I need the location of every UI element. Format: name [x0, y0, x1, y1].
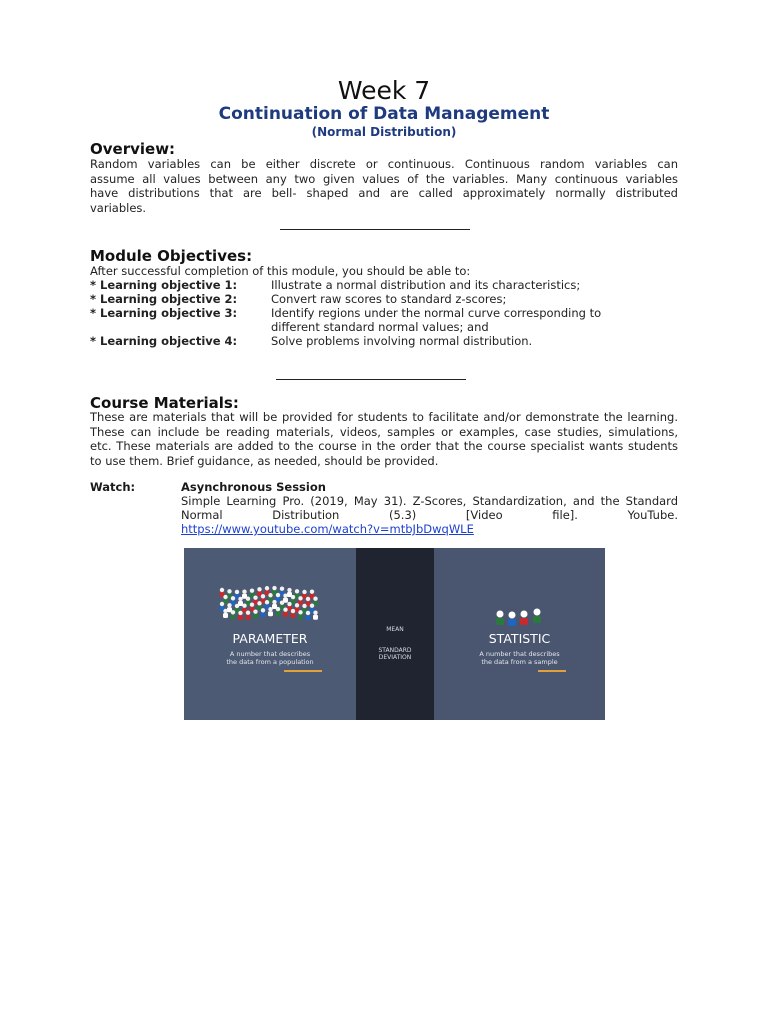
- sd-label-line: STANDARD: [378, 647, 412, 654]
- objective-label: * Learning objective 1:: [90, 278, 238, 292]
- citation-line: Normal Distribution (5.3) [Video file]. YouTube.: [181, 508, 678, 522]
- objectives-intro: After successful completion of this module, you should be able to:: [90, 264, 471, 278]
- objectives-heading: Module Objectives:: [90, 247, 253, 265]
- overview-line: have distributions that are bell- shaped and are called approximately normally distributed: [90, 186, 678, 201]
- accent-underline: [284, 670, 322, 672]
- parameter-panel: [184, 548, 356, 720]
- parameter-description: [184, 650, 356, 666]
- objective-text-line: different standard normal values; and: [271, 320, 489, 335]
- page-subtitle-secondary: (Normal Distribution): [311, 125, 457, 139]
- objective-text: [271, 306, 671, 334]
- accent-underline: [538, 670, 566, 672]
- parameter-desc-line: A number that describes: [229, 650, 311, 658]
- materials-line: etc. These materials are added to the course in the order that the course specialist wants students: [90, 439, 678, 454]
- parameter-heading: PARAMETER: [232, 631, 308, 646]
- overview-line: Random variables can be either discrete or continuous. Continuous random variables can: [90, 157, 678, 171]
- objective-text: Convert raw scores to standard z-scores;: [271, 292, 507, 306]
- section-divider: [280, 229, 470, 230]
- video-thumbnail[interactable]: [184, 548, 605, 720]
- overview-line: assume all values between any two given values of the variables. Many continuous variables: [90, 171, 678, 186]
- page-subtitle: Continuation of Data Management: [218, 104, 550, 124]
- parameter-desc-line: the data from a population: [226, 658, 314, 666]
- statistic-desc-line: A number that describes: [479, 650, 560, 658]
- materials-line: to use them. Brief guidance, as needed, should be provided.: [90, 453, 439, 468]
- video-link[interactable]: https://www.youtube.com/watch?v=mtbJbDwqWLE: [181, 522, 474, 536]
- objective-label: * Learning objective 4:: [90, 334, 238, 348]
- statistic-description: [434, 650, 605, 666]
- overview-paragraph: [90, 157, 678, 215]
- materials-line: These can include be reading materials, videos, samples or examples, case studies, simulations,: [90, 424, 678, 439]
- sd-label-line: DEVIATION: [378, 654, 412, 661]
- objective-text: Illustrate a normal distribution and its characteristics;: [271, 278, 581, 292]
- objective-label: * Learning objective 3:: [90, 306, 238, 320]
- watch-label: Watch:: [90, 480, 136, 494]
- video-citation: [181, 494, 678, 522]
- objective-text-line: Identify regions under the normal curve corresponding to: [271, 306, 602, 320]
- objective-label: * Learning objective 2:: [90, 292, 238, 306]
- overview-heading: Overview:: [90, 140, 176, 158]
- section-divider: [276, 379, 466, 380]
- overview-line: variables.: [90, 200, 147, 215]
- citation-line: Simple Learning Pro. (2019, May 31). Z-Scores, Standardization, and the Standard: [181, 494, 678, 508]
- objective-text: Solve problems involving normal distribution.: [271, 334, 533, 348]
- page-title: Week 7: [337, 76, 431, 105]
- statistic-heading: STATISTIC: [488, 631, 551, 646]
- statistic-panel: [434, 548, 605, 720]
- population-crowd-icon: [184, 578, 356, 658]
- mean-label: MEAN: [386, 626, 404, 633]
- materials-heading: Course Materials:: [90, 394, 239, 412]
- statistic-desc-line: the data from a sample: [481, 658, 558, 666]
- materials-line: These are materials that will be provided for students to facilitate and/or demonstrate the learning.: [90, 410, 678, 424]
- center-panel: [356, 548, 434, 720]
- standard-deviation-label: [356, 647, 434, 661]
- watch-title: Asynchronous Session: [181, 480, 326, 494]
- materials-paragraph: [90, 410, 678, 468]
